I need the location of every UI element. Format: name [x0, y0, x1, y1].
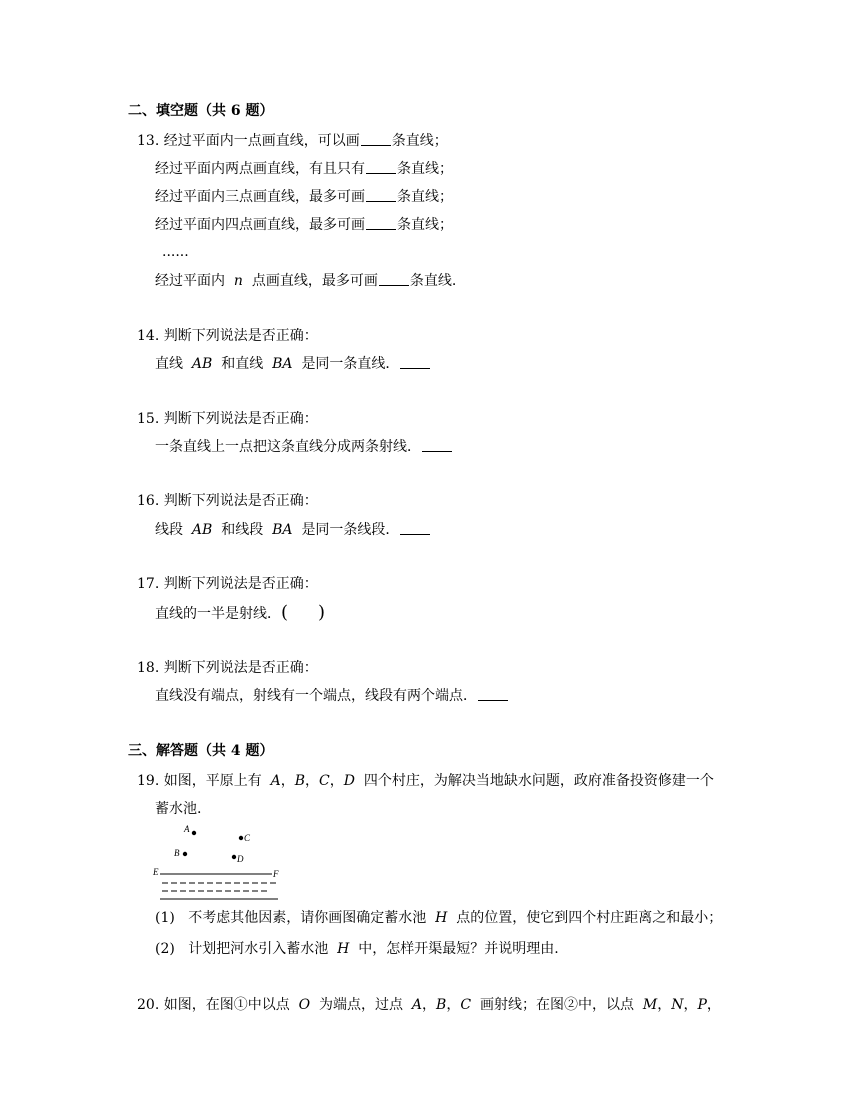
point-c — [239, 836, 243, 840]
q16-statement: 线段 AB 和线段 BA 是同一条线段． — [155, 520, 431, 540]
svg-text:B: B — [174, 848, 180, 858]
q19-part-2: (2) 计划把河水引入蓄水池 H 中，怎样开渠最短？并说明理由. — [155, 941, 559, 957]
point-d — [232, 855, 236, 859]
q13-line-4: 经过平面内四点画直线，最多可画 条直线； — [155, 217, 453, 233]
q13-line-3: 经过平面内三点画直线，最多可画 条直线； — [155, 189, 453, 205]
svg-text:A: A — [184, 824, 190, 834]
answer-blank[interactable] — [400, 521, 430, 535]
answer-blank[interactable] — [366, 216, 396, 230]
section-title-answer: 三、解答题（共 4 题） — [128, 743, 274, 759]
answer-blank[interactable] — [400, 355, 430, 369]
answer-blank[interactable] — [478, 687, 508, 701]
q13-ellipsis: ...... — [162, 244, 189, 260]
answer-blank[interactable] — [366, 160, 396, 174]
q18-head: 18. 判断下列说法是否正确： — [137, 660, 318, 676]
q14-statement: 直线 AB 和直线 BA 是同一条直线． — [155, 354, 431, 374]
q13-line-6: 经过平面内 n 点画直线，最多可画 条直线. — [155, 273, 457, 289]
svg-text:F: F — [273, 869, 279, 879]
answer-blank[interactable] — [361, 132, 391, 146]
q19-line-2: 蓄水池. — [155, 801, 202, 817]
q19-line-1: 19. 如图，平原上有 A，B，C，D 四个村庄，为解决当地缺水问题，政府准备投资修建一个 — [137, 773, 714, 789]
q17-head: 17. 判断下列说法是否正确： — [137, 576, 318, 592]
q13-line-2: 经过平面内两点画直线，有且只有 条直线； — [155, 161, 453, 177]
q20-line-1: 20. 如图，在图①中以点 O 为端点，过点 A，B，C 画射线；在图②中，以点 M，N，P， — [137, 997, 721, 1013]
answer-blank[interactable] — [422, 438, 452, 452]
point-b — [183, 852, 187, 856]
answer-blank[interactable] — [366, 188, 396, 202]
svg-text:E: E — [153, 867, 159, 877]
q18-statement: 直线没有端点，射线有一个端点，线段有两个端点． — [155, 686, 509, 706]
q16-head: 16. 判断下列说法是否正确： — [137, 493, 318, 509]
section-title-fill-blank: 二、填空题（共 6 题） — [128, 103, 274, 119]
point-a — [192, 831, 196, 835]
q17-statement: 直线的一半是射线．( ) — [155, 602, 326, 623]
answer-blank[interactable] — [379, 272, 409, 286]
q13-line-1: 13. 经过平面内一点画直线，可以画 条直线； — [137, 133, 448, 149]
q15-statement: 一条直线上一点把这条直线分成两条射线． — [155, 437, 453, 457]
village-river-figure — [150, 820, 290, 902]
q14-head: 14. 判断下列说法是否正确： — [137, 328, 318, 344]
svg-text:D: D — [237, 854, 244, 864]
svg-text:C: C — [244, 833, 251, 843]
q19-part-1: (1) 不考虑其他因素，请你画图确定蓄水池 H 点的位置，使它到四个村庄距离之和最小； — [155, 910, 723, 926]
q15-head: 15. 判断下列说法是否正确： — [137, 411, 318, 427]
